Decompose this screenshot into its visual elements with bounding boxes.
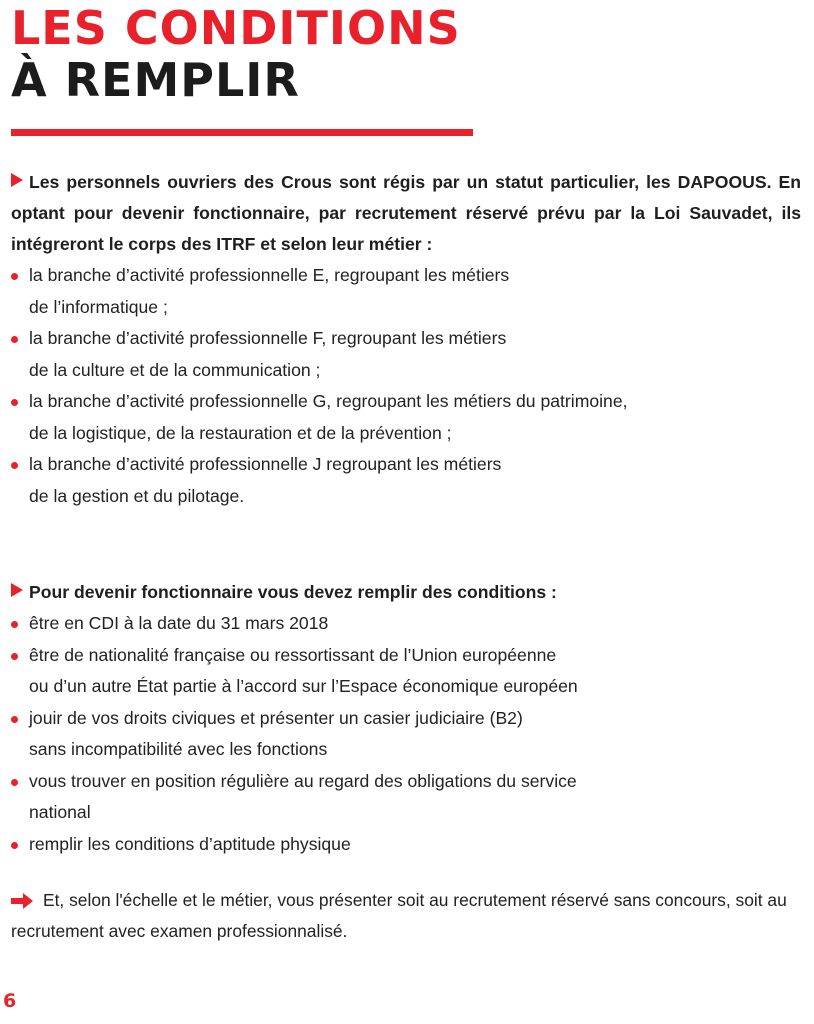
list-item-text: remplir les conditions d’aptitude physique	[29, 833, 351, 854]
list-item	[11, 829, 801, 861]
list-item	[11, 386, 801, 449]
list-item	[11, 608, 801, 640]
bullet-dot-icon	[11, 399, 18, 406]
bullet-dot-icon	[11, 621, 18, 628]
title-line-2: À REMPLIR	[11, 53, 300, 107]
section2-list	[11, 608, 801, 860]
page-title	[11, 2, 461, 106]
bullet-dot-icon	[11, 842, 18, 849]
list-item	[11, 640, 801, 703]
section2-lead	[11, 577, 801, 608]
list-item	[11, 766, 801, 829]
list-item-text: être en CDI à la date du 31 mars 2018	[29, 613, 329, 633]
arrow-right-icon	[11, 895, 33, 907]
triangle-bullet-icon	[11, 583, 23, 597]
bullet-dot-icon	[11, 462, 18, 469]
title-line-1: LES CONDITIONS	[11, 1, 461, 55]
bullet-dot-icon	[11, 779, 18, 786]
main-content	[11, 167, 801, 947]
list-item	[11, 703, 801, 766]
list-item-text: être de nationalité française ou ressortissant de l’Union européenne ou d’un autre État partie à l’accord sur l’Espace économique européen	[29, 644, 578, 696]
list-item-text: la branche d’activité professionnelle F, regroupant les métiers de la culture et de la communication ;	[29, 328, 507, 380]
list-item	[11, 449, 801, 512]
final-note	[11, 885, 801, 947]
list-item-text: jouir de vos droits civiques et présenter un casier judiciaire (B2) sans incompatibilité avec les fonctions	[29, 707, 523, 759]
section2-lead-text: Pour devenir fonctionnaire vous devez remplir des conditions :	[29, 582, 557, 602]
list-item-text: la branche d’activité professionnelle E, regroupant les métiers de l’informatique ;	[29, 265, 510, 317]
bullet-dot-icon	[11, 653, 18, 660]
page-number: 6	[3, 990, 17, 1012]
list-item	[11, 260, 801, 323]
title-underline	[11, 129, 473, 136]
bullet-dot-icon	[11, 336, 18, 343]
triangle-bullet-icon	[11, 173, 23, 187]
bullet-dot-icon	[11, 716, 18, 723]
list-item-text: vous trouver en position régulière au regard des obligations du service national	[29, 770, 577, 822]
list-item-text: la branche d’activité professionnelle G, regroupant les métiers du patrimoine, de la logistique, de la restauration et de la prévention ;	[29, 391, 628, 443]
bullet-dot-icon	[11, 273, 18, 280]
section1-lead	[11, 167, 801, 260]
list-item	[11, 323, 801, 386]
section1-list	[11, 260, 801, 512]
section1-lead-text: Les personnels ouvriers des Crous sont régis par un statut particulier, les DAPOOUS. En optant pour devenir fonctionnaire, par recrutement réservé prévu par la Loi Sauvadet, ils intégreront le corps des ITRF et selon leur métier :	[11, 172, 801, 254]
list-item-text: la branche d’activité professionnelle J regroupant les métiers de la gestion et du pilotage.	[29, 454, 502, 506]
final-note-text: Et, selon l'échelle et le métier, vous présenter soit au recrutement réservé sans concours, soit au recrutement avec examen professionnalisé.	[11, 890, 787, 941]
